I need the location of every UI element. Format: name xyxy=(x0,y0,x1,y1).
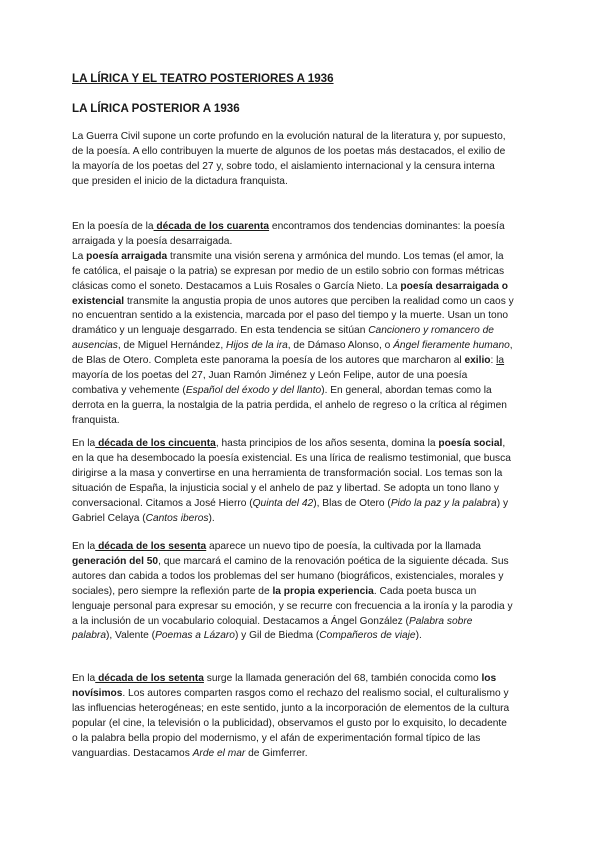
text: ) y Gil de Biedma ( xyxy=(234,630,320,642)
keyword: poesía desarraigada o existencial xyxy=(72,280,509,307)
work-title: Español del éxodo y del llanto xyxy=(185,384,322,396)
text: : xyxy=(490,355,497,367)
keyword: los novísimos xyxy=(72,673,497,699)
text: . Los autores comparten rasgos como el rechazo del realismo social, el culturalismo y las influencias heterogéneas; en este sentido, junto a la incorporación de elementos de la cultura popular (el cine, la televisión o la publicidad), observamos el gusto por lo exquisito, lo decadente o la palabra bella propio del modernismo, y el afán de experimentación formal típico de las vanguardias. Destacamos xyxy=(72,687,510,759)
text: , en la que ha desembocado la poesía existencial. Es una lírica de realismo testimonial, que busca dirigirse a la masa y convertirse en una herramienta de transformación social. Los temas son la situación de España, la injusticia social y el anhelo de paz y libertad. Se adopta un tono llano y conversacional. Citamos a José Hierro ( xyxy=(72,438,511,509)
text: ), Blas de Otero ( xyxy=(313,497,391,509)
work-title: Poemas a Lázaro xyxy=(155,630,235,642)
text: aparece un nuevo tipo de poesía, la cultivada por la llamada xyxy=(206,541,481,552)
paragraph-intro: La Guerra Civil supone un corte profundo en la evolución natural de la literatura y, por supuesto, de la poesía. A ello contribuyen la muerte de algunos de los poetas más destacados, el exilio de la mayoría de los poetas del 27 y, sobre todo, el aislamiento internacional y la censura interna que presiden el inicio de la dictadura franquista. xyxy=(72,131,506,187)
text: transmite la angustia propia de unos autores que perciben la realidad como un caos y no encuentran sentido a la existencia, marcada por el paso del tiempo y la muerte. Usan un tono dramático y un lenguaje desgarrado. En esta tendencia se sitúan xyxy=(72,295,514,337)
work-title: Quinta del 42 xyxy=(252,497,314,509)
text: surge la llamada generación del 68, también conocida como xyxy=(203,673,482,684)
keyword: poesía arraigada xyxy=(86,250,168,262)
work-title: Hijos de la ira xyxy=(226,340,288,352)
paragraph-fifties xyxy=(72,437,514,526)
work-title: Arde el mar xyxy=(192,747,246,759)
text: . Cada poeta busca un lenguaje personal para expresar su emoción, y se recurre con frecuencia a la ironía y la parodia y a la inclusión de un vocabulario coloquial. Destacamos a Ángel González ( xyxy=(72,585,513,627)
text: ). xyxy=(208,512,215,524)
text: ). xyxy=(415,630,422,642)
work-title: Ángel fieramente humano xyxy=(393,340,510,352)
text: , de Dámaso Alonso, o xyxy=(287,340,394,352)
keyword: exilio xyxy=(464,355,491,367)
paragraph-forties xyxy=(72,220,514,429)
text: ). En general, abordan temas como la derrota en la guerra, la nostalgia de la patria perdida, el anhelo de regreso o la crítica al régimen franquista. xyxy=(72,384,507,426)
keyword: la propia experiencia xyxy=(272,585,374,597)
work-title: Cancionero y romancero de ausencias xyxy=(72,325,494,352)
work-title: Compañeros de viaje xyxy=(319,630,416,642)
text: mayoría de los poetas del 27, Juan Ramón Jiménez y León Felipe, autor de una poesía combativa y vehemente ( xyxy=(72,370,468,396)
document-title: LA LÍRICA Y EL TEATRO POSTERIORES A 1936 xyxy=(72,72,334,85)
text: En la xyxy=(72,438,96,449)
keyword-decade: década de los cincuenta xyxy=(95,438,216,449)
text: En la xyxy=(72,673,96,684)
text: , que marcará el camino de la renovación poética de la siguiente década. Sus autores dan cabida a todos los problemas del ser humano (biográficos, existenciales, morales y sociales), pero siempre la reflexión parte de xyxy=(72,555,509,597)
keyword: poesía social xyxy=(438,438,503,449)
text: de Gimferrer. xyxy=(245,747,308,759)
work-title: Pido la paz y la palabra xyxy=(390,497,497,509)
keyword-decade: década de los cuarenta xyxy=(153,221,270,232)
text: , de Miguel Hernández, xyxy=(117,340,227,352)
keyword: generación del 50 xyxy=(72,555,159,567)
keyword-decade: década de los sesenta xyxy=(95,541,207,552)
text: La xyxy=(72,250,87,262)
work-title: Palabra sobre palabra xyxy=(72,615,473,642)
text: En la poesía de la xyxy=(72,221,154,232)
text: , hasta principios de los años sesenta, domina la xyxy=(215,438,439,449)
text: En la xyxy=(72,541,96,552)
text: transmite una visión serena y armónica del mundo. Los temas (el amor, la fe católica, el paisaje o la patria) se expresan por medio de un estilo sobrio con formas métricas clásicas como el soneto. Destacamos a Luis Rosales o García Nieto. La xyxy=(72,250,505,292)
section-heading: LA LÍRICA POSTERIOR A 1936 xyxy=(72,102,240,115)
paragraph-seventies xyxy=(72,672,514,761)
paragraph-sixties xyxy=(72,540,514,644)
text: , de Blas de Otero. Completa este panorama la poesía de los autores que marcharon al xyxy=(72,340,513,367)
text: encontramos dos tendencias dominantes: la poesía arraigada y la poesía desarraigada. xyxy=(72,221,505,247)
underlined-text: la xyxy=(496,355,505,367)
work-title: Cantos iberos xyxy=(145,512,209,524)
text: ), Valente ( xyxy=(106,630,156,642)
keyword-decade: década de los setenta xyxy=(95,673,204,684)
text: ) y Gabriel Celaya ( xyxy=(72,497,509,524)
